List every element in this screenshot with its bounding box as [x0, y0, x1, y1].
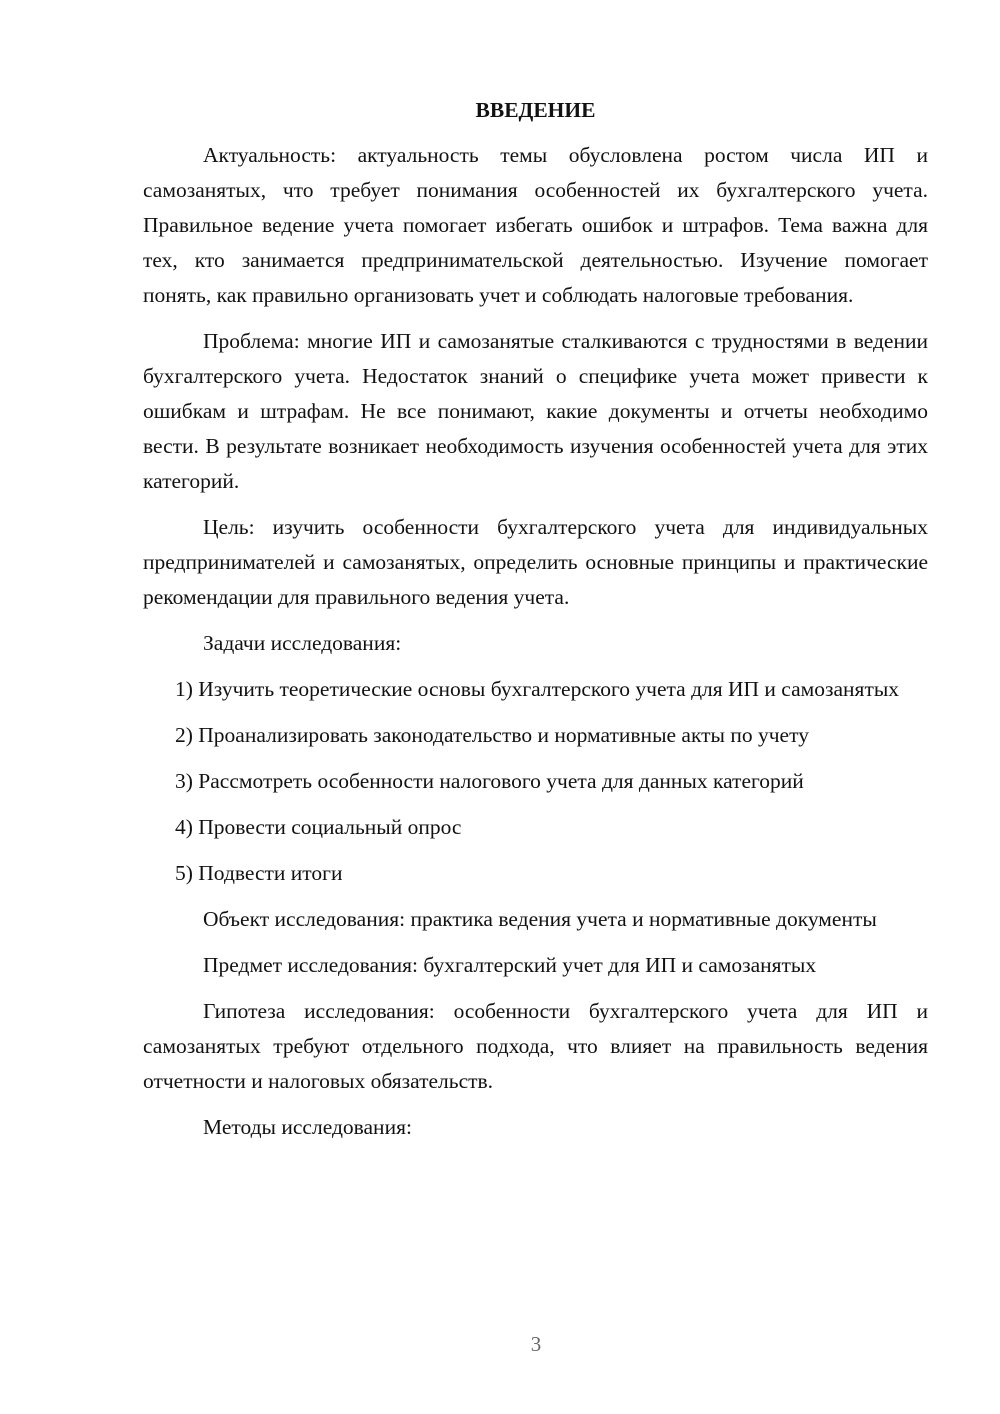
tasks-heading: Задачи исследования: — [203, 631, 402, 655]
paragraph-goal: Цель: изучить особенности бухгалтерского учета для индивидуальных предпринимателей и самозанятых, определить основные принципы и практические рекомендации для правильного ведения учета. — [143, 515, 928, 609]
paragraph-methods: Методы исследования: — [203, 1115, 412, 1139]
paragraph-object: Объект исследования: практика ведения учета и нормативные документы — [203, 907, 877, 931]
list-item-task-4: 4) Провести социальный опрос — [175, 815, 462, 839]
page-title: ВВЕДЕНИЕ — [475, 98, 596, 122]
list-item-task-2: 2) Проанализировать законодательство и нормативные акты по учету — [175, 723, 809, 747]
paragraph-relevance: Актуальность: актуальность темы обусловлена ростом числа ИП и самозанятых, что требует понимания особенностей их бухгалтерского учета. Правильное ведение учета помогает избегать ошибок и штрафов. Тема важна для тех, кто занимается предпринимательской деятельностью. Изучение помогает понять, как правильно организовать учет и соблюдать налоговые требования. — [143, 143, 928, 307]
paragraph-subject: Предмет исследования: бухгалтерский учет для ИП и самозанятых — [203, 953, 817, 977]
list-item-task-5: 5) Подвести итоги — [175, 861, 343, 885]
paragraph-hypothesis: Гипотеза исследования: особенности бухгалтерского учета для ИП и самозанятых требуют отдельного подхода, что влияет на правильность ведения отчетности и налоговых обязательств. — [143, 999, 928, 1093]
page-number: 3 — [530, 1332, 542, 1356]
document-page — [143, 92, 928, 1156]
list-item-task-3: 3) Рассмотреть особенности налогового учета для данных категорий — [175, 769, 804, 793]
list-item-task-1: 1) Изучить теоретические основы бухгалтерского учета для ИП и самозанятых — [175, 677, 900, 701]
paragraph-problem: Проблема: многие ИП и самозанятые сталкиваются с трудностями в ведении бухгалтерского учета. Недостаток знаний о специфике учета может привести к ошибкам и штрафам. Не все понимают, какие документы и отчеты необходимо вести. В результате возникает необходимость изучения особенностей учета для этих категорий. — [143, 329, 928, 493]
